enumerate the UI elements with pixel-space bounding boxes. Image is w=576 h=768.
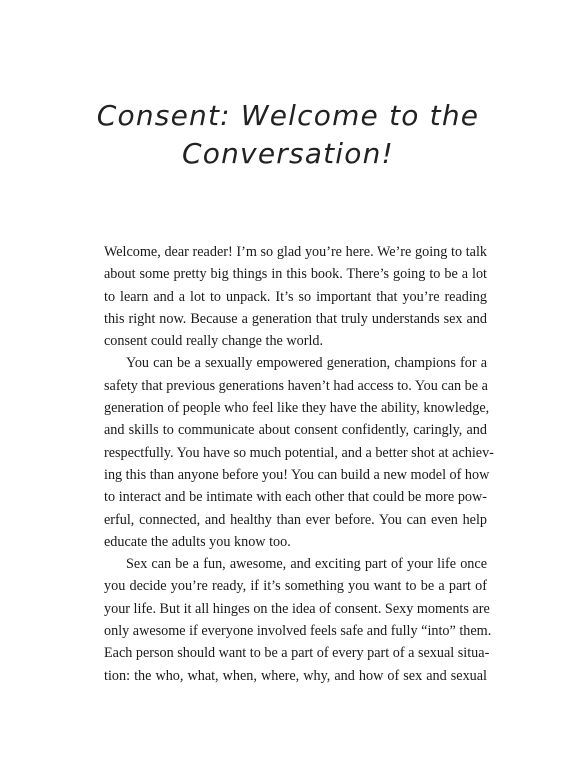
chapter-title [60, 97, 516, 173]
body-line: Sex can be a fun, awesome, and exciting part of your life once [126, 556, 487, 573]
body-line: safety that previous generations haven’t had access to. You can be a [104, 377, 488, 394]
body-line: your life. But it all hinges on the idea of consent. Sexy moments are [104, 600, 490, 617]
chapter-title-line-1: Consent: Welcome to the [96, 98, 480, 132]
body-line: to interact and be intimate with each other that could be more pow- [104, 489, 487, 506]
body-line: You can be a sexually empowered generation, champions for a [126, 355, 487, 372]
body-line: Each person should want to be a part of every part of a sexual situa- [104, 645, 490, 662]
body-line: and skills to communicate about consent confidently, caringly, and [104, 422, 487, 439]
body-line: to learn and a lot to unpack. It’s so important that you’re reading [104, 288, 487, 305]
chapter-body [104, 241, 494, 687]
body-line: erful, connected, and healthy than ever before. You can even help [104, 511, 487, 528]
body-line: tion: the who, what, when, where, why, and how of sex and sexual [104, 667, 487, 684]
body-line: Welcome, dear reader! I’m so glad you’re here. We’re going to talk [104, 244, 487, 260]
body-line: generation of people who feel like they have the ability, knowledge, [104, 400, 490, 417]
body-line: ing this than anyone before you! You can build a new model of how [104, 466, 490, 483]
body-line: this right now. Because a generation that truly understands sex and [104, 310, 487, 327]
body-line: only awesome if everyone involved feels safe and fully “into” them. [104, 623, 492, 640]
body-line: consent could really change the world. [104, 333, 324, 350]
body-line: you decide you’re ready, if it’s something you want to be a part of [104, 578, 487, 595]
body-line: about some pretty big things in this book. There’s going to be a lot [104, 266, 487, 283]
body-line: educate the adults you know too. [104, 533, 291, 550]
body-line: respectfully. You have so much potential, and a better shot at achiev- [104, 444, 494, 461]
chapter-title-line-2: Conversation! [182, 136, 394, 170]
